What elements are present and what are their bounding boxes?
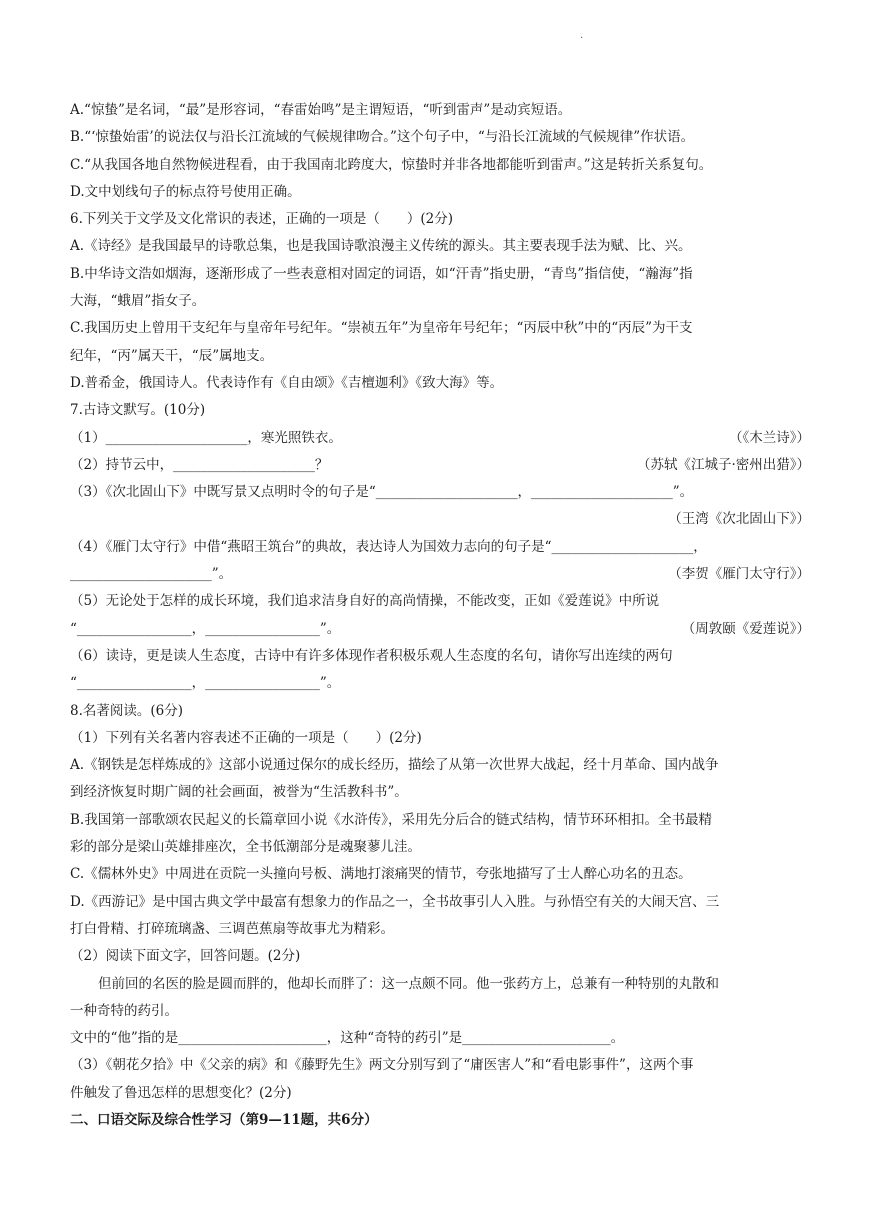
q5-option-d: D.文中划线句子的标点符号使用正确。 xyxy=(70,183,301,200)
page-dot: . xyxy=(580,30,584,41)
q6-option-a: A.《诗经》是我国最早的诗歌总集，也是我国诗歌浪漫主义传统的源头。其主要表现手法为赋、比、兴。 xyxy=(70,238,692,255)
q8-option-a-line1: A.《钢铁是怎样炼成的》这部小说通过保尔的成长经历，描绘了从第一次世界大战起，经十月革命、国内战争 xyxy=(70,757,719,774)
q7-item3-text: （3）《次北固山下》中既写景又点明时令的句子是“_____________________，_____________________”。 xyxy=(70,484,694,501)
q7-item1 xyxy=(70,425,810,452)
q7-item4-line2 xyxy=(70,561,810,588)
q7-item3-source-row xyxy=(70,506,810,533)
q6-option-d: D.普希金，俄国诗人。代表诗作有《自由颂》《吉檀迦利》《致大海》等。 xyxy=(70,374,504,391)
q7-item4-source: （李贺《雁门太守行》） xyxy=(668,566,810,583)
q8-stem: 8.名著阅读。(6分) xyxy=(70,702,184,719)
q7-item2 xyxy=(70,452,810,479)
q8-sub2: （2）阅读下面文字，回答问题。(2分) xyxy=(70,948,301,965)
q8-option-d-line1: D.《西游记》是中国古典文学中最富有想象力的作品之一，全书故事引人入胜。与孙悟空有关的大闹天宫、三 xyxy=(70,893,720,910)
q8-sub3-line1: （3）《朝花夕拾》中《父亲的病》和《藤野先生》两文分别写到了“庸医害人”和“看电影事件”，这两个事 xyxy=(70,1057,694,1074)
q6-option-c-line1: C.我国历史上曾用干支纪年与皇帝年号纪年。“崇祯五年”为皇帝年号纪年；“丙辰中秋”中的“丙辰”为干支 xyxy=(70,320,693,337)
q7-item1-text: （1）_____________________，寒光照铁衣。 xyxy=(70,429,342,446)
q8-option-d-line2: 打白骨精、打碎琉璃盏、三调芭蕉扇等故事尤为精彩。 xyxy=(70,920,394,937)
q7-item3-source: （王湾《次北固山下》） xyxy=(668,511,810,528)
q6-option-b-line2: 大海，“蛾眉”指女子。 xyxy=(70,293,206,310)
q8-passage-line2: 一种奇特的药引。 xyxy=(70,1002,178,1019)
q7-item5-text2: “_________________，_________________”。 xyxy=(70,620,341,637)
q8-option-b-line2: 彩的部分是梁山英雄排座次，全书低潮部分是魂聚蓼儿洼。 xyxy=(70,839,421,856)
section2-heading: 二、口语交际及综合性学习（第9—11题，共6分） xyxy=(70,1111,378,1128)
q7-item5-line2 xyxy=(70,616,810,643)
q7-item1-source: （《木兰诗》） xyxy=(729,429,810,446)
q8-sub3-line2: 件触发了鲁迅怎样的思想变化？(2分) xyxy=(70,1084,292,1101)
q8-option-c: C.《儒林外史》中周进在贡院一头撞向号板、满地打滚痛哭的情节，夸张地描写了士人醉心功名的丑态。 xyxy=(70,866,692,883)
q5-option-a: A.“惊蛰”是名词，“最”是形容词，“春雷始鸣”是主谓短语，“听到雷声”是动宾短语。 xyxy=(70,102,572,118)
q7-item4-text2: _____________________”。 xyxy=(70,566,233,583)
exam-page xyxy=(70,97,810,1134)
q7-item5-source: （周敦颐《爱莲说》） xyxy=(681,620,810,637)
q8-sub1: （1）下列有关名著内容表述不正确的一项是（ ）(2分) xyxy=(70,729,422,746)
q6-stem: 6.下列关于文学及文化常识的表述，正确的一项是（ ）(2分) xyxy=(70,211,454,228)
q7-item6-line2: “_________________，_________________”。 xyxy=(70,675,341,692)
q7-item4-line1: （4）《雁门太守行》中借“燕昭王筑台”的典故，表达诗人为国效力志向的句子是“_____________________， xyxy=(70,538,707,555)
q7-item2-source: （苏轼《江城子·密州出猎》） xyxy=(636,456,810,473)
q8-option-a-line2: 到经济恢复时期广阔的社会画面，被誉为“生活教科书”。 xyxy=(70,784,408,801)
q5-option-c: C.“从我国各地自然物候进程看，由于我国南北跨度大，惊蛰时并非各地都能听到雷声。”这是转折关系复句。 xyxy=(70,156,713,173)
q7-item6-line1: （6）读诗，更是读人生态度，古诗中有许多体现作者积极乐观人生态度的名句，请你写出连续的两句 xyxy=(70,647,673,664)
q6-option-b-line1: B.中华诗文浩如烟海，逐渐形成了一些表意相对固定的词语，如“汗青”指史册，“青鸟”指信使，“瀚海”指 xyxy=(70,265,693,282)
q8-passage-line1: 但前回的名医的脸是圆而胖的，他却长而胖了：这一点颇不同。他一张药方上，总兼有一种特别的丸散和 xyxy=(98,975,719,992)
q5-option-b: B.“‘惊蛰始雷’的说法仅与沿长江流域的气候规律吻合。”这个句子中，“与沿长江流域的气候规律”作状语。 xyxy=(70,129,695,146)
q8-fill-blank: 文中的“他”指的是______________________，这种“奇特的药引”是______________________。 xyxy=(70,1030,625,1047)
q6-option-c-line2: 纪年，“丙”属天干，“辰”属地支。 xyxy=(70,347,274,364)
q7-stem: 7.古诗文默写。(10分) xyxy=(70,402,206,419)
q8-option-b-line1: B.我国第一部歌颂农民起义的长篇章回小说《水浒传》，采用先分后合的链式结构，情节环环相扣。全书最精 xyxy=(70,811,712,828)
q7-item5-line1: （5）无论处于怎样的成长环境，我们追求洁身自好的高尚情操，不能改变，正如《爱莲说》中所说 xyxy=(70,593,660,610)
q7-item2-text: （2）持节云中，_____________________？ xyxy=(70,456,329,473)
